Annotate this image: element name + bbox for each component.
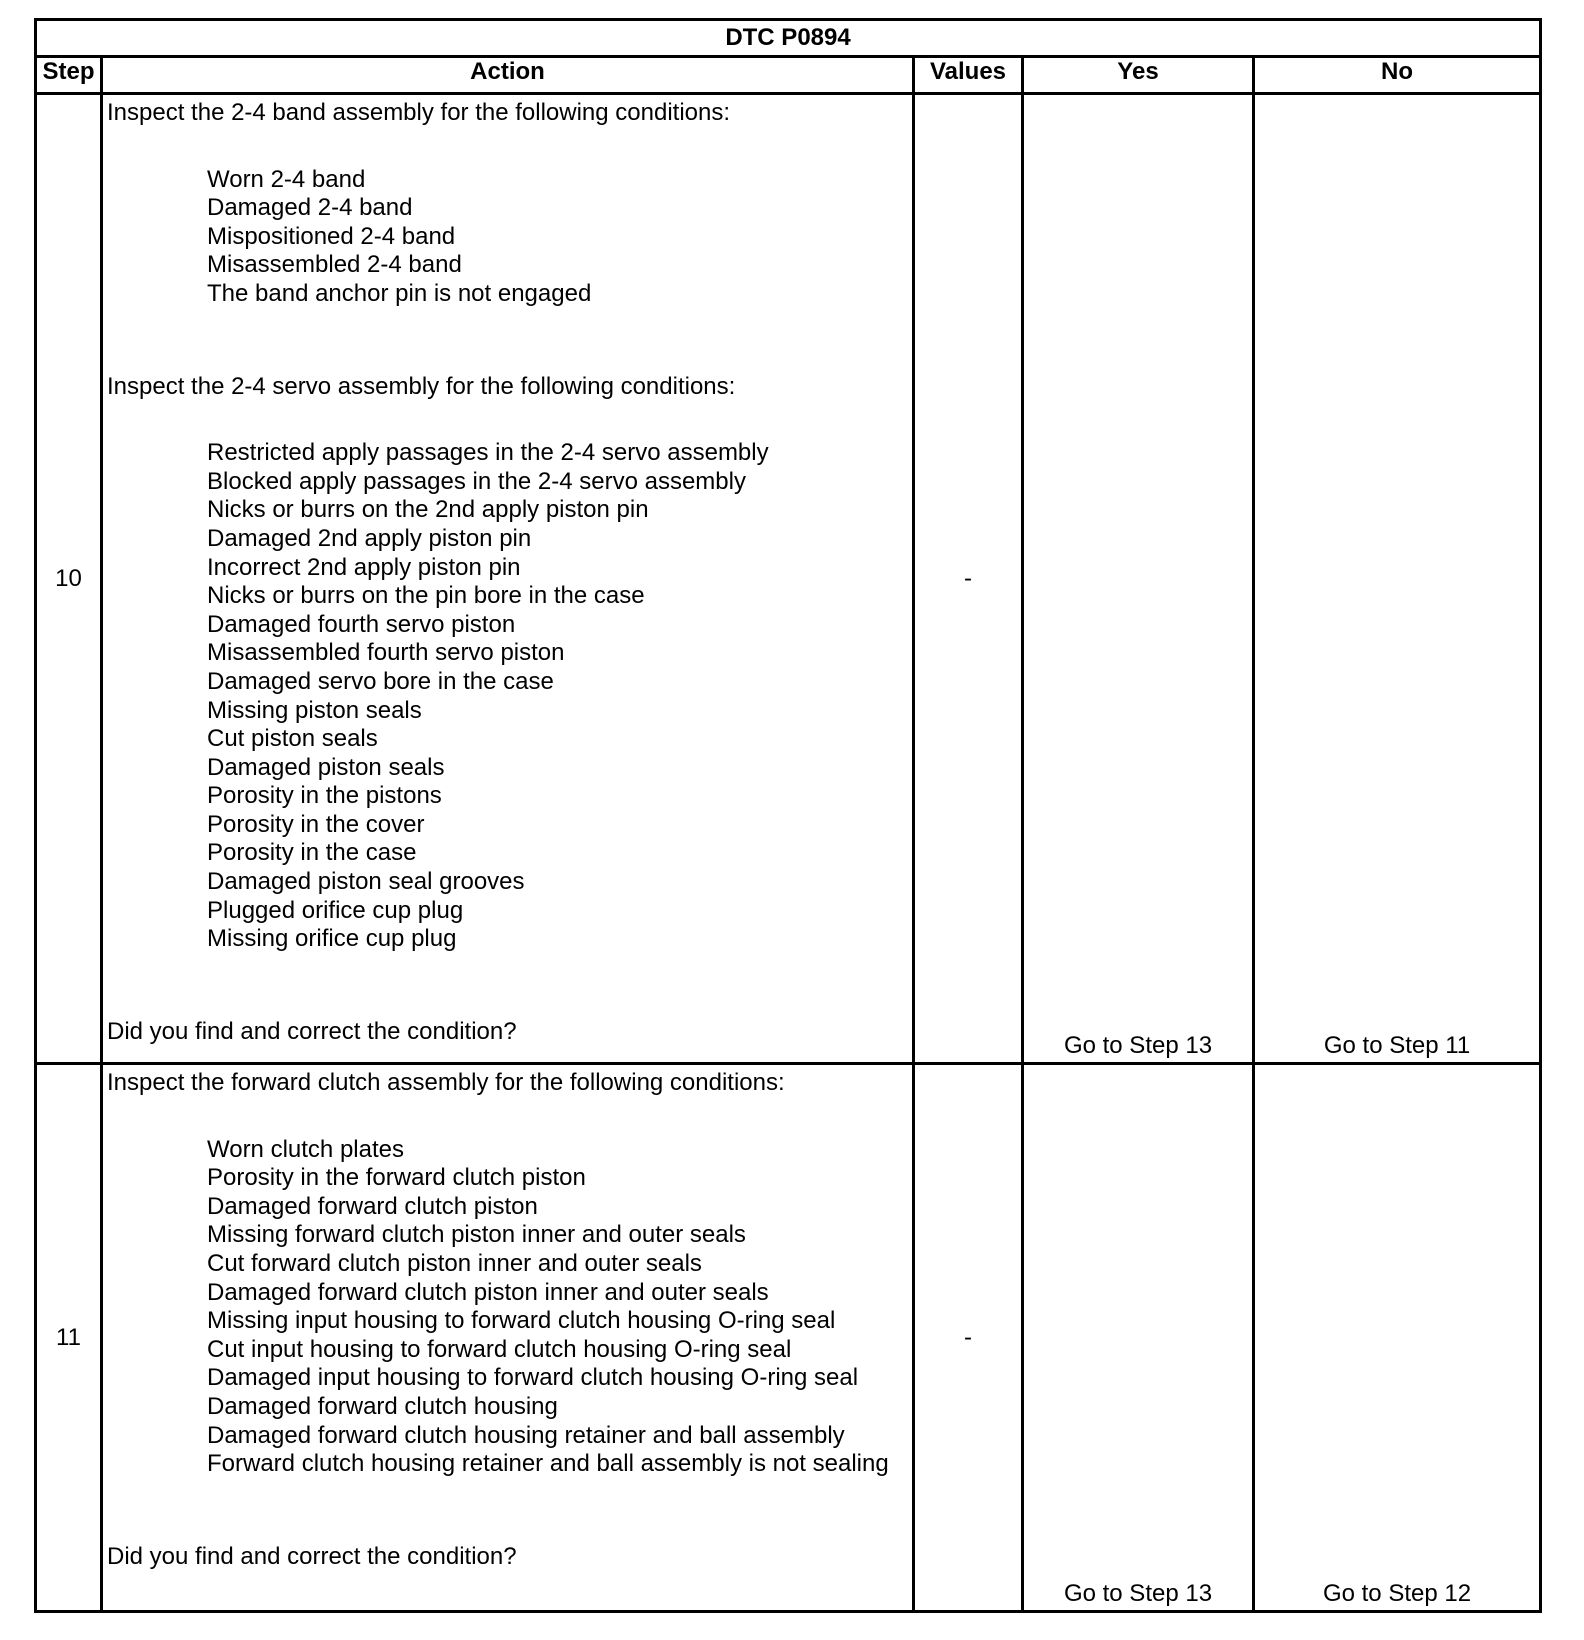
list-item: Missing orifice cup plug xyxy=(207,925,457,953)
header-yes: Yes xyxy=(1023,57,1254,94)
step-number: 11 xyxy=(36,1064,102,1612)
list-item: Damaged piston seal grooves xyxy=(207,868,525,896)
no-action: Go to Step 12 xyxy=(1254,1064,1541,1612)
list-item: Damaged input housing to forward clutch housing O-ring seal xyxy=(207,1364,859,1392)
list-item: Cut piston seals xyxy=(207,725,378,753)
table-row xyxy=(36,94,1541,1064)
condition-list xyxy=(107,1136,912,1479)
list-item: Damaged forward clutch piston xyxy=(207,1192,538,1220)
list-item: Restricted apply passages in the 2-4 servo assembly xyxy=(207,439,769,467)
question-text: Did you find and correct the condition? xyxy=(107,1017,517,1045)
list-item: Nicks or burrs on the 2nd apply piston pin xyxy=(207,496,649,524)
list-item: Forward clutch housing retainer and ball assembly is not sealing xyxy=(207,1450,889,1478)
list-item: Damaged forward clutch housing retainer and ball assembly xyxy=(207,1421,845,1449)
values-cell: - xyxy=(914,94,1023,1064)
header-action: Action xyxy=(102,57,914,94)
section-intro: Inspect the forward clutch assembly for the following conditions: xyxy=(107,1069,785,1096)
list-item: Missing piston seals xyxy=(207,696,422,724)
list-item: Mispositioned 2-4 band xyxy=(207,222,456,250)
condition-list xyxy=(107,166,912,309)
header-step: Step xyxy=(36,57,102,94)
table-title: DTC P0894 xyxy=(36,20,1541,57)
list-item: Blocked apply passages in the 2-4 servo assembly xyxy=(207,467,746,495)
list-item: Misassembled 2-4 band xyxy=(207,251,462,279)
list-item: Missing input housing to forward clutch housing O-ring seal xyxy=(207,1307,836,1335)
step-number: 10 xyxy=(36,94,102,1064)
list-item: Porosity in the pistons xyxy=(207,782,442,810)
list-item: Damaged piston seals xyxy=(207,753,445,781)
yes-action: Go to Step 13 xyxy=(1023,94,1254,1064)
list-item: Nicks or burrs on the pin bore in the case xyxy=(207,582,645,610)
list-item: Porosity in the cover xyxy=(207,810,425,838)
header-no: No xyxy=(1254,57,1541,94)
section-intro: Inspect the 2-4 band assembly for the following conditions: xyxy=(107,99,731,126)
list-item: Worn clutch plates xyxy=(207,1135,404,1163)
list-item: Missing forward clutch piston inner and outer seals xyxy=(207,1221,746,1249)
action-cell xyxy=(102,1064,914,1612)
list-item: Worn 2-4 band xyxy=(207,165,366,193)
list-item: Damaged 2-4 band xyxy=(207,194,413,222)
list-item: Porosity in the case xyxy=(207,839,417,867)
section-intro: Inspect the 2-4 servo assembly for the following conditions: xyxy=(107,372,736,400)
list-item: Cut input housing to forward clutch housing O-ring seal xyxy=(207,1335,792,1363)
list-item: Cut forward clutch piston inner and outer seals xyxy=(207,1249,702,1277)
list-item: Misassembled fourth servo piston xyxy=(207,639,565,667)
list-item: Damaged forward clutch piston inner and outer seals xyxy=(207,1278,769,1306)
values-cell: - xyxy=(914,1064,1023,1612)
no-action: Go to Step 11 xyxy=(1254,94,1541,1064)
list-item: Damaged servo bore in the case xyxy=(207,667,554,695)
table-row xyxy=(36,1064,1541,1612)
list-item: Plugged orifice cup plug xyxy=(207,896,464,924)
action-cell xyxy=(102,94,914,1064)
dtc-table xyxy=(34,18,1542,1613)
list-item: The band anchor pin is not engaged xyxy=(207,279,592,307)
list-item: Damaged fourth servo piston xyxy=(207,610,516,638)
list-item: Damaged 2nd apply piston pin xyxy=(207,524,532,552)
condition-list xyxy=(107,439,912,954)
list-item: Porosity in the forward clutch piston xyxy=(207,1164,586,1192)
header-values: Values xyxy=(914,57,1023,94)
list-item: Damaged forward clutch housing xyxy=(207,1392,558,1420)
yes-action: Go to Step 13 xyxy=(1023,1064,1254,1612)
list-item: Incorrect 2nd apply piston pin xyxy=(207,553,521,581)
question-text: Did you find and correct the condition? xyxy=(107,1542,517,1570)
